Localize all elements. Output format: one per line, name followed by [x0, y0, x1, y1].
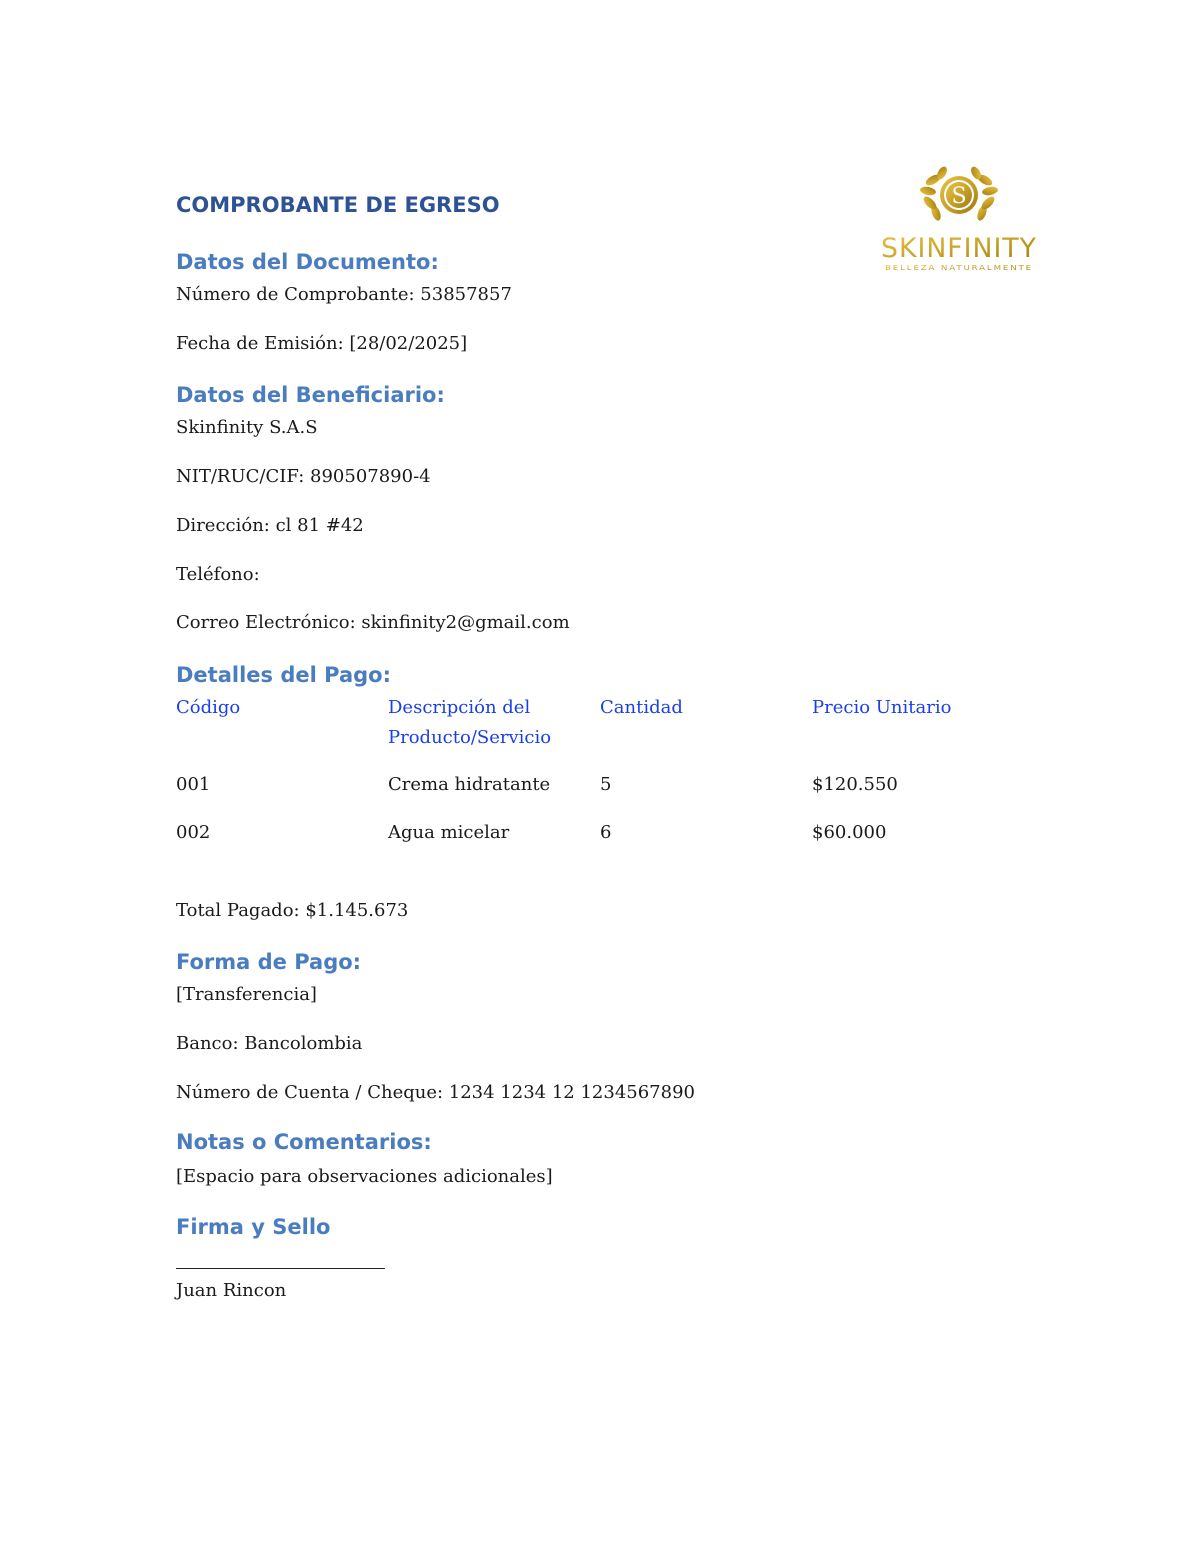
account-number: Número de Cuenta / Cheque: 1234 1234 12 1234567890: [176, 1082, 695, 1103]
logo-brand: SKINFINITY: [881, 233, 1037, 264]
comprobante-number: Número de Comprobante: 53857857: [176, 284, 512, 305]
section-heading-beneficiario: Datos del Beneficiario:: [176, 383, 445, 407]
section-heading-firma: Firma y Sello: [176, 1215, 331, 1239]
column-header-code: Código: [176, 697, 241, 718]
section-heading-documento: Datos del Documento:: [176, 250, 439, 274]
signer-name: Juan Rincon: [176, 1280, 287, 1301]
table-cell-price: $120.550: [812, 774, 898, 795]
column-header-price: Precio Unitario: [812, 697, 952, 718]
beneficiary-name: Skinfinity S.A.S: [176, 417, 318, 438]
table-cell-description: Crema hidratante: [388, 774, 551, 795]
table-cell-description: Agua micelar: [388, 822, 510, 843]
section-heading-forma-pago: Forma de Pago:: [176, 950, 362, 974]
beneficiary-address: Dirección: cl 81 #42: [176, 515, 364, 536]
table-cell-quantity: 5: [600, 774, 612, 795]
signature-line: [176, 1268, 385, 1269]
section-heading-notas: Notas o Comentarios:: [176, 1130, 432, 1154]
emission-date: Fecha de Emisión: [28/02/2025]: [176, 333, 468, 354]
table-cell-price: $60.000: [812, 822, 887, 843]
beneficiary-phone: Teléfono:: [176, 564, 260, 585]
notes-text: [Espacio para observaciones adicionales]: [176, 1166, 553, 1187]
logo-tagline: BELLEZA NATURALMENTE: [885, 264, 1033, 272]
payment-type: [Transferencia]: [176, 984, 317, 1005]
document-title: COMPROBANTE DE EGRESO: [176, 193, 500, 217]
logo-monogram: S: [951, 184, 967, 209]
skinfinity-logo: [878, 165, 1040, 275]
column-header-quantity: Cantidad: [600, 697, 683, 718]
section-heading-pago: Detalles del Pago:: [176, 663, 391, 687]
total-paid: Total Pagado: $1.145.673: [176, 900, 409, 921]
bank-name: Banco: Bancolombia: [176, 1033, 363, 1054]
beneficiary-email: Correo Electrónico: skinfinity2@gmail.com: [176, 612, 570, 633]
table-cell-code: 002: [176, 822, 211, 843]
column-header-description: Descripción del Producto/Servicio: [388, 697, 552, 748]
beneficiary-nit: NIT/RUC/CIF: 890507890-4: [176, 466, 431, 487]
table-cell-quantity: 6: [600, 822, 612, 843]
table-cell-code: 001: [176, 774, 211, 795]
